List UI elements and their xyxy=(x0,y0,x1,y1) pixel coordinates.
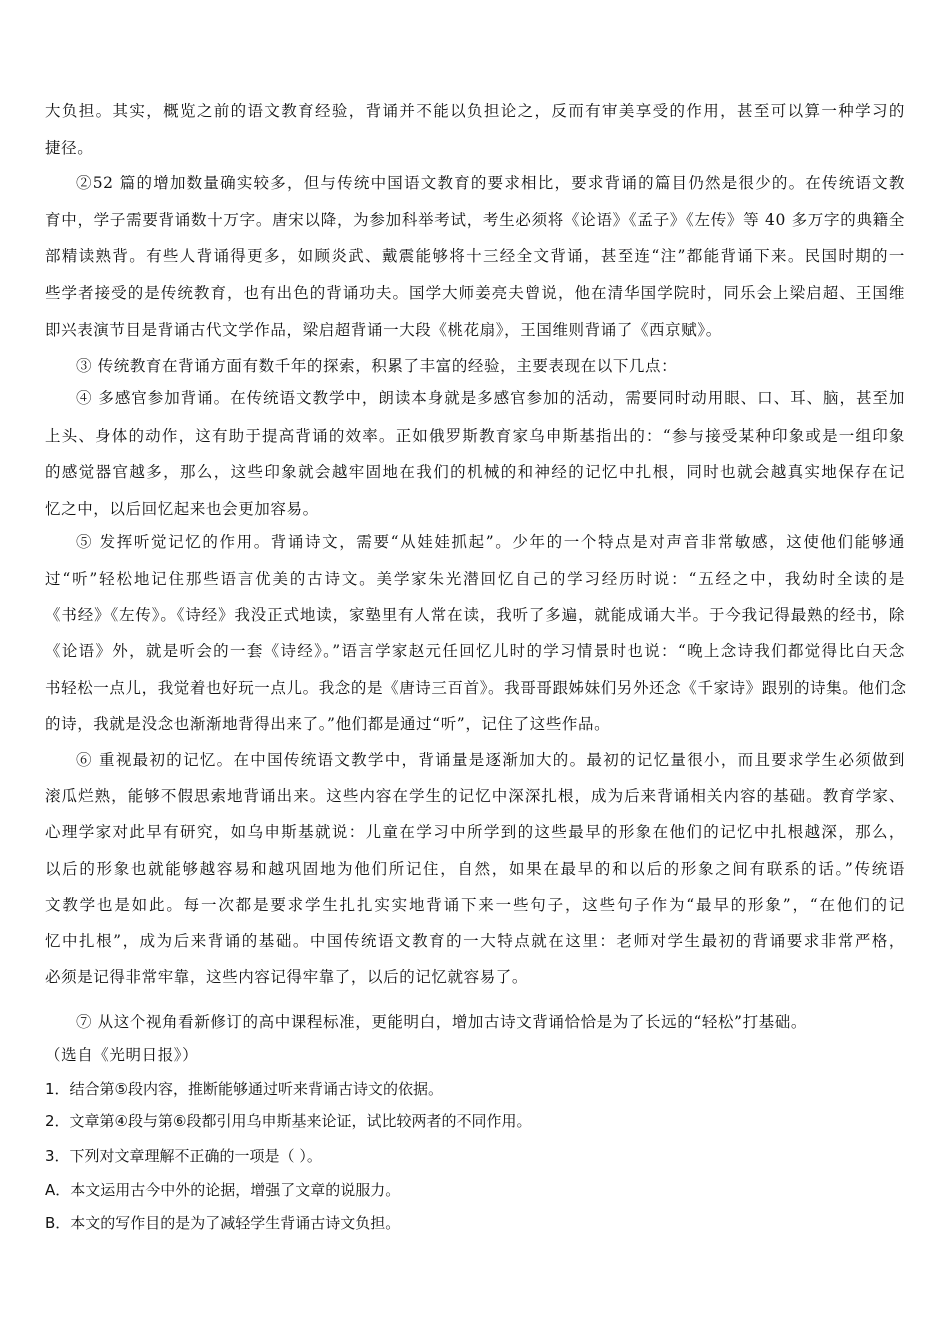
article-line: ⑥ 重视最初的记忆。在中国传统语文教学中，背诵量是逐渐加大的。最初的记忆量很小，而且要求学生必须做到 xyxy=(76,751,905,769)
question-item xyxy=(45,1111,531,1131)
article-line: 的诗，我就是没念也渐渐地背得出来了。”他们都是通过“听”，记住了这些作品。 xyxy=(45,715,611,733)
article-line: ⑦ 从这个视角看新修订的高中课程标准，更能明白，增加古诗文背诵恰恰是为了长远的“轻松”打基础。 xyxy=(76,1013,807,1031)
question-text: 下列对文章理解不正确的一项是（ ）。 xyxy=(69,1147,322,1165)
question-number: 2． xyxy=(45,1112,70,1130)
article-line: 些学者接受的是传统教育，也有出色的背诵功夫。国学大师姜亮夫曾说，他在清华国学院时，同乐会上梁启超、王国维 xyxy=(45,284,905,302)
article-line: 过“听”轻松地记住那些语言优美的古诗文。美学家朱光潜回忆自己的学习经历时说：“五经之中，我幼时全读的是 xyxy=(45,570,905,588)
article-line: 育中，学子需要背诵数十万字。唐宋以降，为参加科举考试，考生必须将《论语》《孟子》《左传》等 40 多万字的典籍全 xyxy=(45,211,905,229)
article-line: 滚瓜烂熟，能够不假思索地背诵出来。这些内容在学生的记忆中深深扎根，成为后来背诵相关内容的基础。教育学家、 xyxy=(45,787,905,805)
article-line: 捷径。 xyxy=(45,139,94,157)
question-item xyxy=(45,1213,400,1233)
article-line: 忆中扎根”，成为后来背诵的基础。中国传统语文教育的一大特点就在这里：老师对学生最初的背诵要求非常严格， xyxy=(45,932,905,950)
article-line: 文教学也是如此。每一次都是要求学生扎扎实实地背诵下来一些句子，这些句子作为“最早的形象”，“在他们的记 xyxy=(45,896,905,914)
article-line: （选自《光明日报》） xyxy=(45,1046,199,1064)
article-line: 大负担。其实，概览之前的语文教育经验，背诵并不能以负担论之，反而有审美享受的作用，甚至可以算一种学习的 xyxy=(45,102,905,120)
question-text: 文章第④段与第⑥段都引用乌申斯基来论证，试比较两者的不同作用。 xyxy=(69,1112,532,1130)
question-number: B． xyxy=(45,1214,71,1232)
question-item xyxy=(45,1079,443,1099)
article-line: 的感觉器官越多，那么，这些印象就会越牢固地在我们的机械的和神经的记忆中扎根，同时也就会越真实地保存在记 xyxy=(45,463,905,481)
article-line: 即兴表演节目是背诵古代文学作品，梁启超背诵一大段《桃花扇》，王国维则背诵了《西京赋》。 xyxy=(45,321,722,339)
article-line: 部精读熟背。有些人背诵得更多，如顾炎武、戴震能够将十三经全文背诵，甚至连“注”都能背诵下来。民国时期的一 xyxy=(45,247,905,265)
article-line: 以后的形象也就能够越容易和越巩固地为他们所记住，自然，如果在最早的和以后的形象之间有联系的话。”传统语 xyxy=(45,860,905,878)
question-number: 3． xyxy=(45,1147,70,1165)
question-item xyxy=(45,1146,322,1166)
article-line: 忆之中，以后回忆起来也会更加容易。 xyxy=(45,500,319,518)
question-item xyxy=(45,1180,400,1200)
article-line: ⑤ 发挥听觉记忆的作用。背诵诗文，需要“从娃娃抓起”。少年的一个特点是对声音非常敏感，这使他们能够通 xyxy=(76,533,905,551)
question-number: A． xyxy=(45,1181,71,1199)
article-line: ②52 篇的增加数量确实较多，但与传统中国语文教育的要求相比，要求背诵的篇目仍然是很少的。在传统语文教 xyxy=(76,174,905,192)
question-text: 本文运用古今中外的论据，增强了文章的说服力。 xyxy=(70,1181,401,1199)
article-line: ③ 传统教育在背诵方面有数千年的探索，积累了丰富的经验，主要表现在以下几点： xyxy=(76,357,678,375)
article-line: 上头、身体的动作，这有助于提高背诵的效率。正如俄罗斯教育家乌申斯基指出的：“参与接受某种印象或是一组印象 xyxy=(45,427,905,445)
question-text: 本文的写作目的是为了减轻学生背诵古诗文负担。 xyxy=(70,1214,401,1232)
article-line: 必须是记得非常牢靠，这些内容记得牢靠了，以后的记忆就容易了。 xyxy=(45,968,529,986)
question-number: 1． xyxy=(45,1080,70,1098)
question-text: 结合第⑤段内容，推断能够通过听来背诵古诗文的依据。 xyxy=(69,1080,443,1098)
article-line: 《书经》《左传》。《诗经》我没正式地读，家塾里有人常在读，我听了多遍，就能成诵大半。于今我记得最熟的经书，除 xyxy=(45,606,905,624)
article-line: ④ 多感官参加背诵。在传统语文教学中，朗读本身就是多感官参加的活动，需要同时动用眼、口、耳、脑，甚至加 xyxy=(76,389,905,407)
article-line: 书轻松一点儿，我觉着也好玩一点儿。我念的是《唐诗三百首》。我哥哥跟姊妹们另外还念《千家诗》跟别的诗集。他们念 xyxy=(45,679,907,697)
article-line: 《论语》外，就是听会的一套《诗经》。”语言学家赵元任回忆儿时的学习情景时也说：“晚上念诗我们都觉得比白天念 xyxy=(45,642,905,660)
article-line: 心理学家对此早有研究，如乌申斯基就说：儿童在学习中所学到的这些最早的形象在他们的记忆中扎根越深，那么， xyxy=(45,823,905,841)
